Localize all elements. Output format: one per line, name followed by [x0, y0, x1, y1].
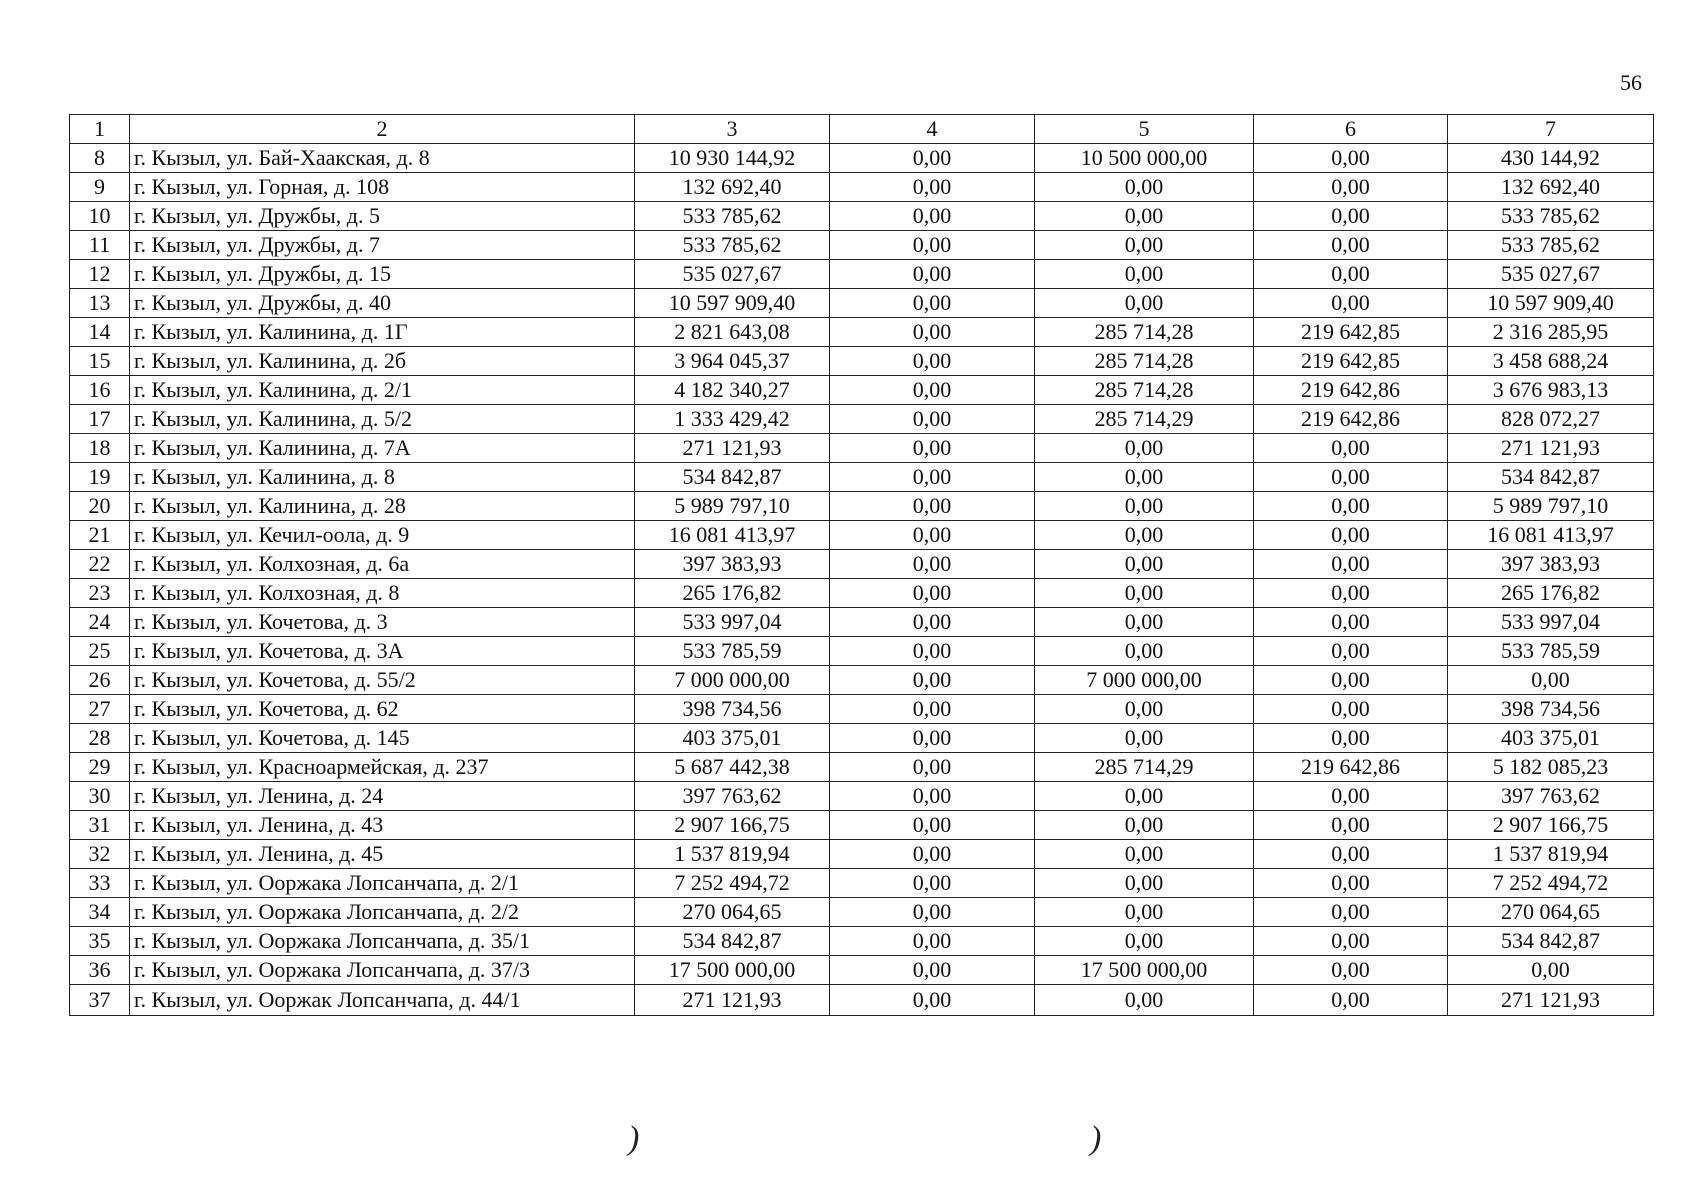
value-cell-4: 0,00	[830, 898, 1035, 927]
address-cell: г. Кызыл, ул. Ооржак Лопсанчапа, д. 44/1	[130, 985, 635, 1016]
row-number-cell: 36	[70, 956, 130, 985]
value-cell-4: 0,00	[830, 260, 1035, 289]
row-number-cell: 26	[70, 666, 130, 695]
value-cell-3: 270 064,65	[635, 898, 830, 927]
value-cell-3: 397 383,93	[635, 550, 830, 579]
value-cell-5: 0,00	[1035, 550, 1254, 579]
address-cell: г. Кызыл, ул. Дружбы, д. 40	[130, 289, 635, 318]
address-cell: г. Кызыл, ул. Ооржака Лопсанчапа, д. 2/2	[130, 898, 635, 927]
row-number-cell: 31	[70, 811, 130, 840]
table-row	[70, 985, 1654, 1016]
value-cell-7: 3 676 983,13	[1448, 376, 1654, 405]
address-cell: г. Кызыл, ул. Кочетова, д. 62	[130, 695, 635, 724]
value-cell-5: 0,00	[1035, 231, 1254, 260]
column-header-4: 4	[830, 115, 1035, 144]
header-row	[70, 115, 1654, 144]
value-cell-6: 0,00	[1254, 173, 1448, 202]
value-cell-4: 0,00	[830, 608, 1035, 637]
value-cell-7: 534 842,87	[1448, 463, 1654, 492]
value-cell-6: 0,00	[1254, 289, 1448, 318]
table-row	[70, 608, 1654, 637]
row-number-cell: 10	[70, 202, 130, 231]
table-row	[70, 521, 1654, 550]
value-cell-6: 0,00	[1254, 260, 1448, 289]
value-cell-3: 5 989 797,10	[635, 492, 830, 521]
table-row	[70, 579, 1654, 608]
value-cell-3: 533 785,62	[635, 202, 830, 231]
value-cell-6: 0,00	[1254, 869, 1448, 898]
value-cell-5: 7 000 000,00	[1035, 666, 1254, 695]
address-cell: г. Кызыл, ул. Кочетова, д. 55/2	[130, 666, 635, 695]
value-cell-5: 0,00	[1035, 869, 1254, 898]
value-cell-4: 0,00	[830, 724, 1035, 753]
value-cell-5: 285 714,28	[1035, 376, 1254, 405]
value-cell-4: 0,00	[830, 521, 1035, 550]
row-number-cell: 25	[70, 637, 130, 666]
value-cell-3: 271 121,93	[635, 434, 830, 463]
value-cell-6: 0,00	[1254, 492, 1448, 521]
address-cell: г. Кызыл, ул. Калинина, д. 8	[130, 463, 635, 492]
value-cell-3: 533 997,04	[635, 608, 830, 637]
value-cell-4: 0,00	[830, 376, 1035, 405]
table-row	[70, 753, 1654, 782]
value-cell-7: 534 842,87	[1448, 927, 1654, 956]
value-cell-5: 10 500 000,00	[1035, 144, 1254, 173]
row-number-cell: 22	[70, 550, 130, 579]
value-cell-5: 285 714,29	[1035, 405, 1254, 434]
table-header	[70, 115, 1654, 144]
address-cell: г. Кызыл, ул. Калинина, д. 28	[130, 492, 635, 521]
value-cell-7: 533 785,62	[1448, 231, 1654, 260]
address-cell: г. Кызыл, ул. Кочетова, д. 3А	[130, 637, 635, 666]
value-cell-7: 7 252 494,72	[1448, 869, 1654, 898]
table-row	[70, 724, 1654, 753]
table-row	[70, 231, 1654, 260]
row-number-cell: 20	[70, 492, 130, 521]
value-cell-3: 3 964 045,37	[635, 347, 830, 376]
value-cell-6: 0,00	[1254, 463, 1448, 492]
value-cell-5: 0,00	[1035, 173, 1254, 202]
value-cell-4: 0,00	[830, 405, 1035, 434]
value-cell-5: 0,00	[1035, 202, 1254, 231]
row-number-cell: 11	[70, 231, 130, 260]
value-cell-3: 1 537 819,94	[635, 840, 830, 869]
value-cell-6: 0,00	[1254, 637, 1448, 666]
value-cell-7: 5 989 797,10	[1448, 492, 1654, 521]
address-cell: г. Кызыл, ул. Калинина, д. 5/2	[130, 405, 635, 434]
value-cell-3: 403 375,01	[635, 724, 830, 753]
value-cell-3: 265 176,82	[635, 579, 830, 608]
value-cell-7: 430 144,92	[1448, 144, 1654, 173]
value-cell-5: 0,00	[1035, 985, 1254, 1016]
address-cell: г. Кызыл, ул. Дружбы, д. 15	[130, 260, 635, 289]
value-cell-3: 2 907 166,75	[635, 811, 830, 840]
value-cell-7: 5 182 085,23	[1448, 753, 1654, 782]
column-header-3: 3	[635, 115, 830, 144]
address-cell: г. Кызыл, ул. Ооржака Лопсанчапа, д. 2/1	[130, 869, 635, 898]
value-cell-4: 0,00	[830, 347, 1035, 376]
row-number-cell: 33	[70, 869, 130, 898]
value-cell-4: 0,00	[830, 956, 1035, 985]
value-cell-7: 535 027,67	[1448, 260, 1654, 289]
value-cell-5: 0,00	[1035, 898, 1254, 927]
table-row	[70, 869, 1654, 898]
value-cell-5: 0,00	[1035, 579, 1254, 608]
value-cell-6: 0,00	[1254, 521, 1448, 550]
value-cell-4: 0,00	[830, 231, 1035, 260]
value-cell-7: 2 316 285,95	[1448, 318, 1654, 347]
value-cell-3: 397 763,62	[635, 782, 830, 811]
value-cell-5: 285 714,28	[1035, 318, 1254, 347]
value-cell-3: 16 081 413,97	[635, 521, 830, 550]
value-cell-6: 0,00	[1254, 202, 1448, 231]
value-cell-6: 219 642,86	[1254, 405, 1448, 434]
address-cell: г. Кызыл, ул. Калинина, д. 7А	[130, 434, 635, 463]
value-cell-5: 0,00	[1035, 840, 1254, 869]
value-cell-6: 0,00	[1254, 985, 1448, 1016]
row-number-cell: 34	[70, 898, 130, 927]
value-cell-3: 10 597 909,40	[635, 289, 830, 318]
table-row	[70, 666, 1654, 695]
value-cell-3: 1 333 429,42	[635, 405, 830, 434]
footer-mark-left: )	[628, 1120, 640, 1157]
table-row	[70, 811, 1654, 840]
value-cell-7: 271 121,93	[1448, 434, 1654, 463]
page-number: 56	[1620, 70, 1642, 95]
value-cell-7: 398 734,56	[1448, 695, 1654, 724]
value-cell-4: 0,00	[830, 753, 1035, 782]
value-cell-7: 403 375,01	[1448, 724, 1654, 753]
value-cell-4: 0,00	[830, 463, 1035, 492]
value-cell-6: 0,00	[1254, 550, 1448, 579]
address-cell: г. Кызыл, ул. Горная, д. 108	[130, 173, 635, 202]
column-header-1: 1	[70, 115, 130, 144]
footer-mark-right: )	[1090, 1120, 1102, 1157]
value-cell-7: 828 072,27	[1448, 405, 1654, 434]
address-cell: г. Кызыл, ул. Калинина, д. 1Г	[130, 318, 635, 347]
address-cell: г. Кызыл, ул. Кочетова, д. 145	[130, 724, 635, 753]
row-number-cell: 23	[70, 579, 130, 608]
value-cell-7: 3 458 688,24	[1448, 347, 1654, 376]
table-row	[70, 927, 1654, 956]
value-cell-6: 219 642,86	[1254, 376, 1448, 405]
table-row	[70, 782, 1654, 811]
value-cell-5: 0,00	[1035, 811, 1254, 840]
value-cell-7: 270 064,65	[1448, 898, 1654, 927]
table-row	[70, 637, 1654, 666]
row-number-cell: 29	[70, 753, 130, 782]
value-cell-4: 0,00	[830, 666, 1035, 695]
table-row	[70, 695, 1654, 724]
row-number-cell: 12	[70, 260, 130, 289]
value-cell-7: 533 785,59	[1448, 637, 1654, 666]
value-cell-4: 0,00	[830, 289, 1035, 318]
table-row	[70, 463, 1654, 492]
value-cell-7: 0,00	[1448, 956, 1654, 985]
value-cell-4: 0,00	[830, 318, 1035, 347]
value-cell-5: 0,00	[1035, 289, 1254, 318]
value-cell-7: 397 763,62	[1448, 782, 1654, 811]
value-cell-4: 0,00	[830, 695, 1035, 724]
value-cell-5: 0,00	[1035, 434, 1254, 463]
value-cell-4: 0,00	[830, 173, 1035, 202]
value-cell-6: 0,00	[1254, 782, 1448, 811]
value-cell-6: 0,00	[1254, 811, 1448, 840]
table-row	[70, 260, 1654, 289]
address-cell: г. Кызыл, ул. Дружбы, д. 7	[130, 231, 635, 260]
value-cell-3: 534 842,87	[635, 927, 830, 956]
value-cell-5: 0,00	[1035, 463, 1254, 492]
row-number-cell: 17	[70, 405, 130, 434]
row-number-cell: 35	[70, 927, 130, 956]
table-row	[70, 956, 1654, 985]
value-cell-7: 533 997,04	[1448, 608, 1654, 637]
value-cell-3: 533 785,62	[635, 231, 830, 260]
value-cell-5: 0,00	[1035, 521, 1254, 550]
table-row	[70, 550, 1654, 579]
row-number-cell: 24	[70, 608, 130, 637]
row-number-cell: 27	[70, 695, 130, 724]
value-cell-5: 285 714,28	[1035, 347, 1254, 376]
column-header-2: 2	[130, 115, 635, 144]
value-cell-6: 219 642,86	[1254, 753, 1448, 782]
value-cell-6: 0,00	[1254, 666, 1448, 695]
value-cell-7: 0,00	[1448, 666, 1654, 695]
table-body	[70, 144, 1654, 1016]
value-cell-3: 4 182 340,27	[635, 376, 830, 405]
value-cell-3: 533 785,59	[635, 637, 830, 666]
address-cell: г. Кызыл, ул. Ооржака Лопсанчапа, д. 35/1	[130, 927, 635, 956]
table-row	[70, 347, 1654, 376]
value-cell-3: 271 121,93	[635, 985, 830, 1016]
value-cell-3: 7 252 494,72	[635, 869, 830, 898]
row-number-cell: 32	[70, 840, 130, 869]
row-number-cell: 28	[70, 724, 130, 753]
value-cell-7: 2 907 166,75	[1448, 811, 1654, 840]
row-number-cell: 14	[70, 318, 130, 347]
value-cell-6: 219 642,85	[1254, 347, 1448, 376]
value-cell-7: 132 692,40	[1448, 173, 1654, 202]
value-cell-5: 0,00	[1035, 260, 1254, 289]
address-cell: г. Кызыл, ул. Кочетова, д. 3	[130, 608, 635, 637]
address-cell: г. Кызыл, ул. Красноармейская, д. 237	[130, 753, 635, 782]
value-cell-6: 0,00	[1254, 144, 1448, 173]
value-cell-4: 0,00	[830, 782, 1035, 811]
table-row	[70, 376, 1654, 405]
table-row	[70, 434, 1654, 463]
row-number-cell: 15	[70, 347, 130, 376]
value-cell-6: 219 642,85	[1254, 318, 1448, 347]
table-row	[70, 144, 1654, 173]
row-number-cell: 37	[70, 985, 130, 1016]
value-cell-4: 0,00	[830, 492, 1035, 521]
value-cell-6: 0,00	[1254, 898, 1448, 927]
value-cell-5: 0,00	[1035, 782, 1254, 811]
column-header-6: 6	[1254, 115, 1448, 144]
address-cell: г. Кызыл, ул. Дружбы, д. 5	[130, 202, 635, 231]
address-cell: г. Кызыл, ул. Калинина, д. 2б	[130, 347, 635, 376]
value-cell-3: 7 000 000,00	[635, 666, 830, 695]
address-cell: г. Кызыл, ул. Колхозная, д. 8	[130, 579, 635, 608]
value-cell-7: 397 383,93	[1448, 550, 1654, 579]
value-cell-6: 0,00	[1254, 927, 1448, 956]
value-cell-4: 0,00	[830, 202, 1035, 231]
value-cell-4: 0,00	[830, 550, 1035, 579]
table-row	[70, 840, 1654, 869]
value-cell-4: 0,00	[830, 579, 1035, 608]
address-cell: г. Кызыл, ул. Ленина, д. 24	[130, 782, 635, 811]
value-cell-6: 0,00	[1254, 231, 1448, 260]
value-cell-5: 0,00	[1035, 695, 1254, 724]
value-cell-5: 0,00	[1035, 637, 1254, 666]
table-row	[70, 318, 1654, 347]
value-cell-3: 534 842,87	[635, 463, 830, 492]
value-cell-3: 5 687 442,38	[635, 753, 830, 782]
row-number-cell: 13	[70, 289, 130, 318]
table-row	[70, 405, 1654, 434]
value-cell-5: 0,00	[1035, 608, 1254, 637]
value-cell-7: 265 176,82	[1448, 579, 1654, 608]
value-cell-6: 0,00	[1254, 695, 1448, 724]
row-number-cell: 21	[70, 521, 130, 550]
value-cell-6: 0,00	[1254, 579, 1448, 608]
value-cell-5: 0,00	[1035, 724, 1254, 753]
value-cell-3: 132 692,40	[635, 173, 830, 202]
value-cell-6: 0,00	[1254, 434, 1448, 463]
value-cell-4: 0,00	[830, 869, 1035, 898]
value-cell-3: 535 027,67	[635, 260, 830, 289]
value-cell-4: 0,00	[830, 840, 1035, 869]
row-number-cell: 18	[70, 434, 130, 463]
value-cell-7: 271 121,93	[1448, 985, 1654, 1016]
value-cell-4: 0,00	[830, 434, 1035, 463]
address-cell: г. Кызыл, ул. Ооржака Лопсанчапа, д. 37/3	[130, 956, 635, 985]
value-cell-3: 398 734,56	[635, 695, 830, 724]
value-cell-3: 10 930 144,92	[635, 144, 830, 173]
value-cell-5: 285 714,29	[1035, 753, 1254, 782]
row-number-cell: 19	[70, 463, 130, 492]
value-cell-7: 1 537 819,94	[1448, 840, 1654, 869]
value-cell-3: 2 821 643,08	[635, 318, 830, 347]
row-number-cell: 16	[70, 376, 130, 405]
address-cell: г. Кызыл, ул. Калинина, д. 2/1	[130, 376, 635, 405]
value-cell-7: 533 785,62	[1448, 202, 1654, 231]
table-row	[70, 202, 1654, 231]
value-cell-6: 0,00	[1254, 956, 1448, 985]
row-number-cell: 30	[70, 782, 130, 811]
value-cell-4: 0,00	[830, 811, 1035, 840]
table-row	[70, 289, 1654, 318]
value-cell-5: 0,00	[1035, 927, 1254, 956]
value-cell-6: 0,00	[1254, 724, 1448, 753]
address-cell: г. Кызыл, ул. Кечил-оола, д. 9	[130, 521, 635, 550]
value-cell-4: 0,00	[830, 144, 1035, 173]
row-number-cell: 8	[70, 144, 130, 173]
value-cell-4: 0,00	[830, 985, 1035, 1016]
data-table	[69, 114, 1654, 1016]
value-cell-6: 0,00	[1254, 840, 1448, 869]
row-number-cell: 9	[70, 173, 130, 202]
value-cell-3: 17 500 000,00	[635, 956, 830, 985]
column-header-5: 5	[1035, 115, 1254, 144]
table-row	[70, 898, 1654, 927]
table-row	[70, 492, 1654, 521]
address-cell: г. Кызыл, ул. Ленина, д. 43	[130, 811, 635, 840]
value-cell-4: 0,00	[830, 637, 1035, 666]
value-cell-7: 16 081 413,97	[1448, 521, 1654, 550]
address-cell: г. Кызыл, ул. Бай-Хаакская, д. 8	[130, 144, 635, 173]
value-cell-4: 0,00	[830, 927, 1035, 956]
address-cell: г. Кызыл, ул. Колхозная, д. 6а	[130, 550, 635, 579]
value-cell-7: 10 597 909,40	[1448, 289, 1654, 318]
value-cell-5: 0,00	[1035, 492, 1254, 521]
value-cell-5: 17 500 000,00	[1035, 956, 1254, 985]
table-row	[70, 173, 1654, 202]
column-header-7: 7	[1448, 115, 1654, 144]
value-cell-6: 0,00	[1254, 608, 1448, 637]
address-cell: г. Кызыл, ул. Ленина, д. 45	[130, 840, 635, 869]
